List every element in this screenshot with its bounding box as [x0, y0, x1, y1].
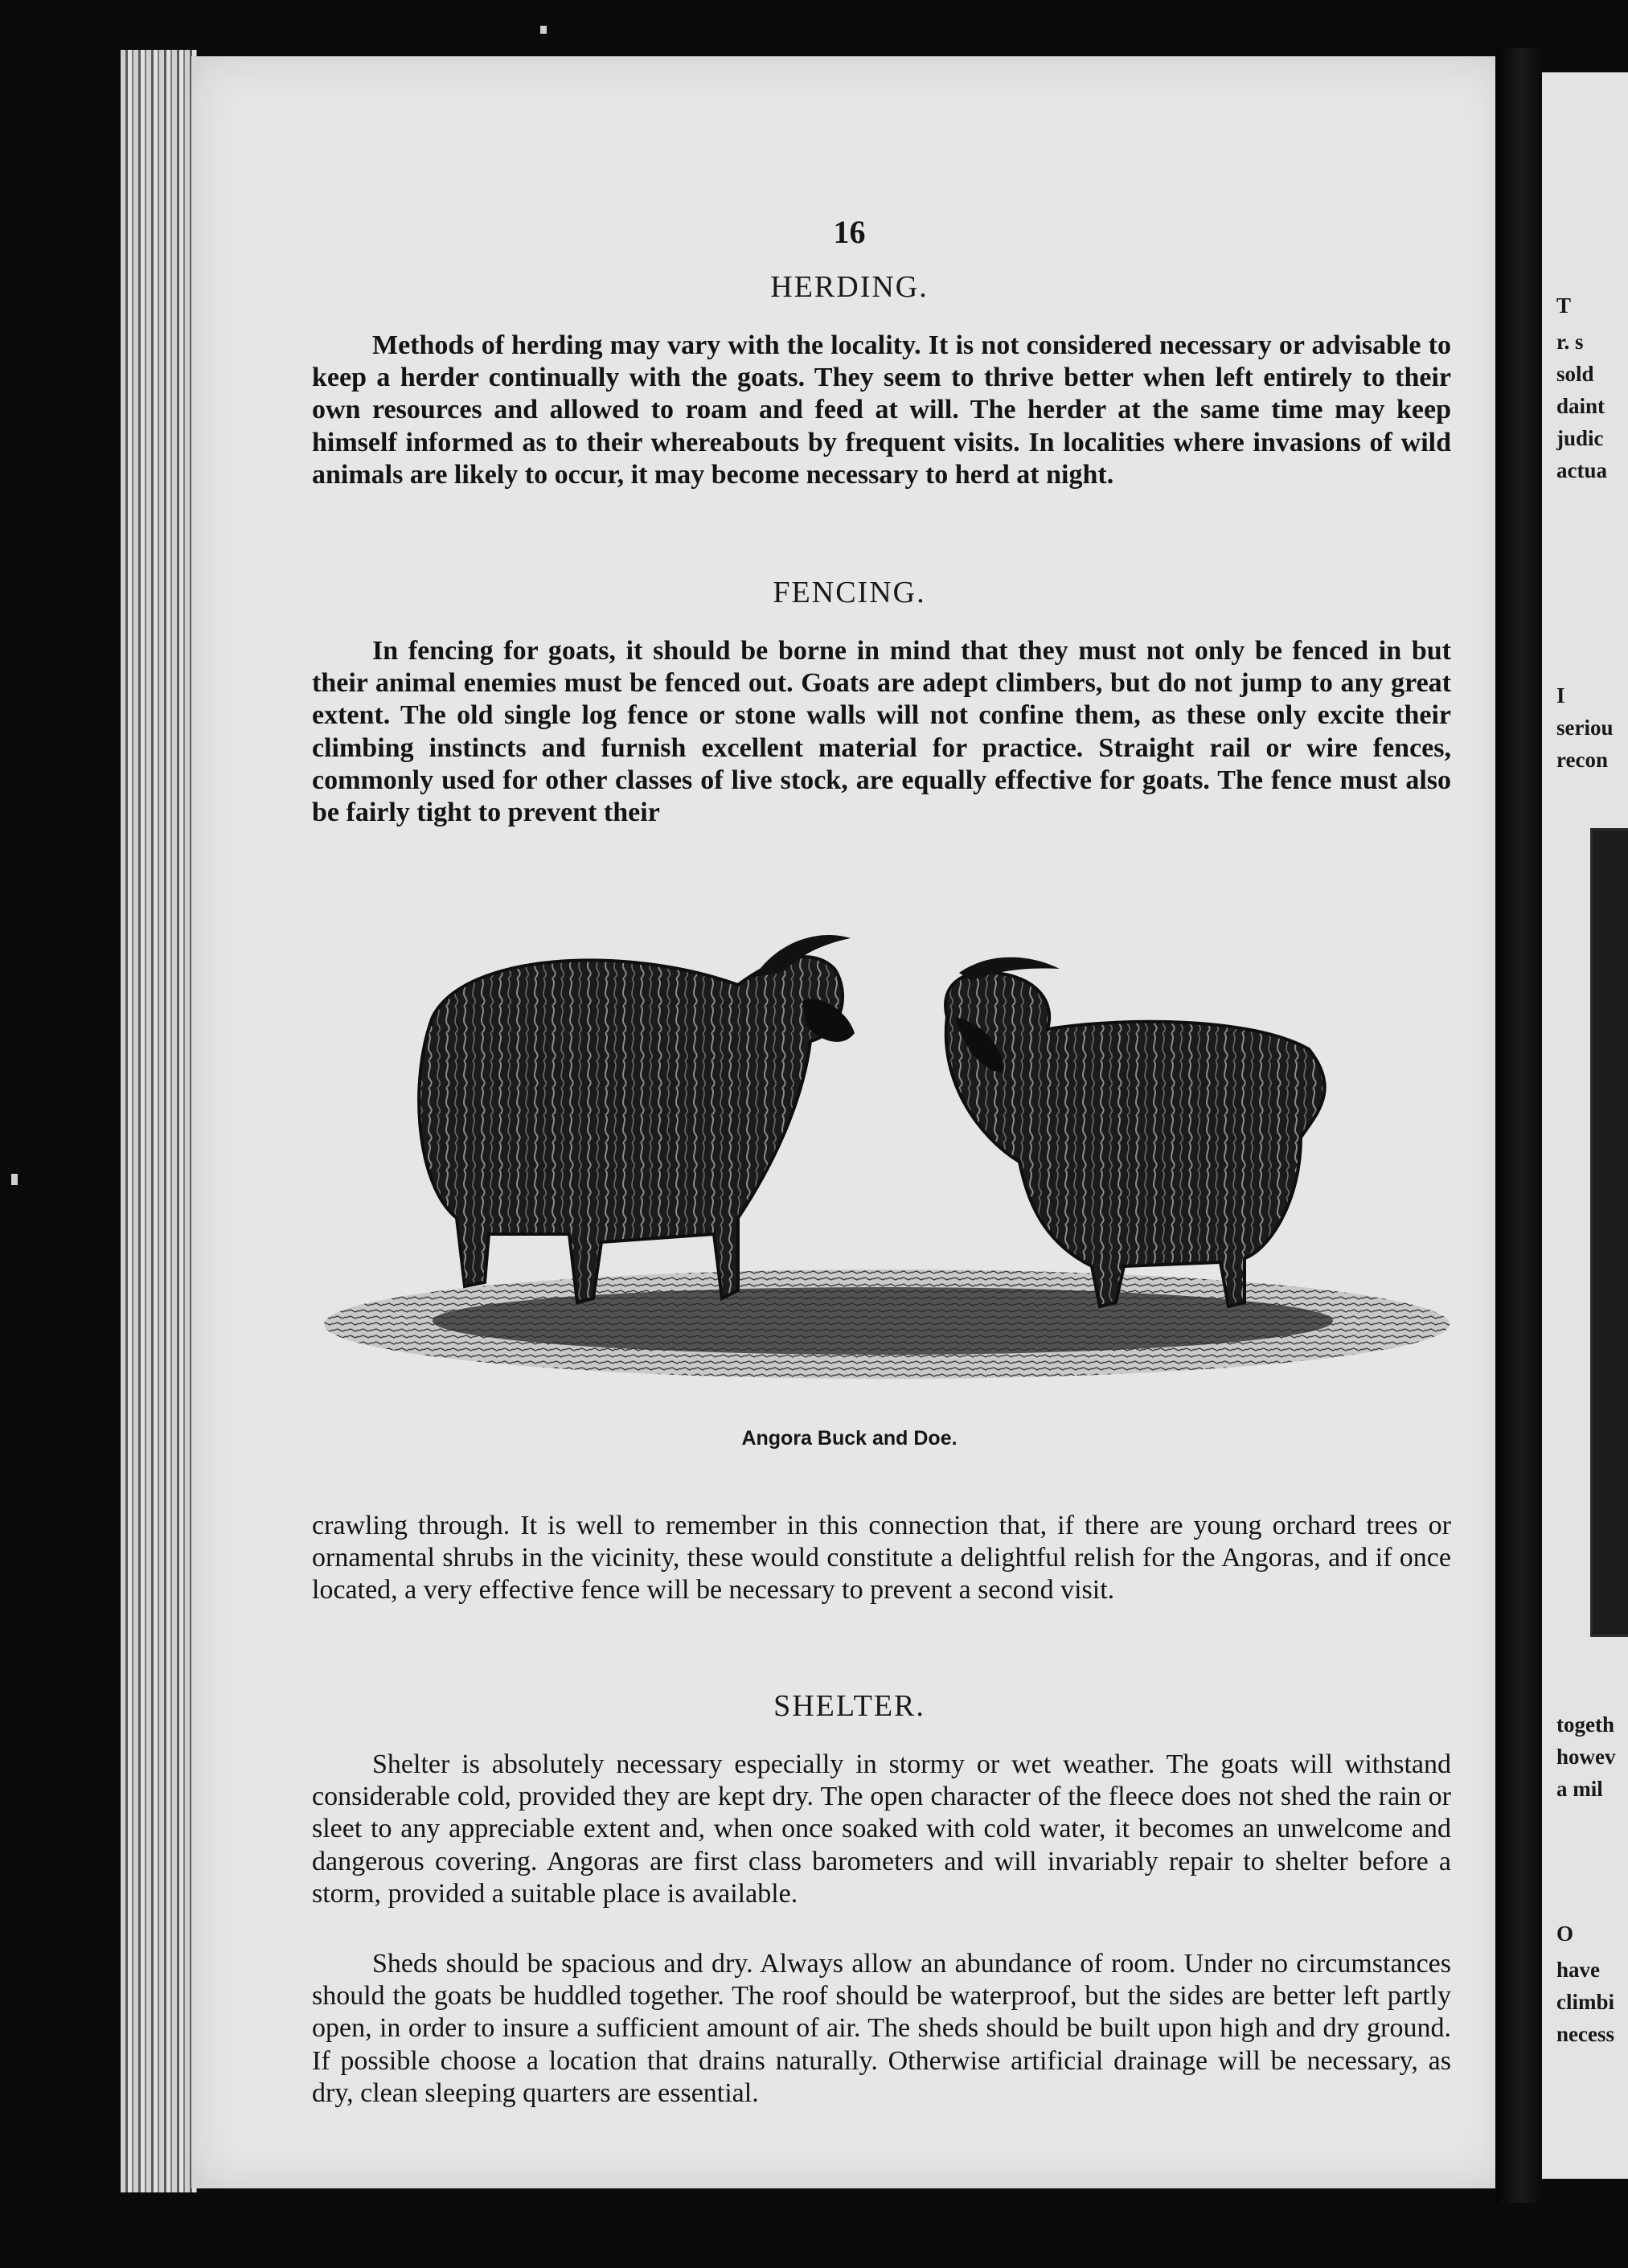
next-page-line: recon — [1556, 748, 1608, 772]
next-page-line: a mil — [1556, 1777, 1603, 1801]
next-page-line: T — [1556, 293, 1572, 318]
next-page-line: togeth — [1556, 1712, 1614, 1737]
scan-speck — [540, 26, 547, 34]
shelter-heading: SHELTER. — [773, 1689, 925, 1723]
next-page-line: r. s — [1556, 330, 1584, 354]
next-page-line: climbi — [1556, 1990, 1614, 2014]
shelter-paragraph-1: Shelter is absolutely necessary especially in stormy or wet weather. The goats will withstand considerable cold, provided they are kept dry. The open character of the fleece does not shed the rain or sleet to any appreciable extent and, when once soaked with cold water, it becomes an unwelcome and dangerous covering. Angoras are first class barometers and will invariably repair to shelter before a storm, provided a suitable place is available. — [312, 1749, 1451, 1909]
angora-goats-illustration — [320, 896, 1462, 1395]
buck-goat — [419, 935, 855, 1302]
book-page — [191, 56, 1507, 2188]
next-page-line: have — [1556, 1958, 1600, 1982]
fencing-continuation-paragraph: crawling through. It is well to remember in this connection that, if there are young orchard trees or ornamental shrubs in the vicinity, these would constitute a delightful relish for the Angoras, and if once located, a very effective fence will be necessary to prevent a second visit. — [312, 1511, 1451, 1606]
next-page-line: daint — [1556, 394, 1605, 418]
next-page-line: judic — [1556, 426, 1604, 450]
herding-paragraph: Methods of herding may vary with the locality. It is not considered necessary or advisable to keep a herder continually with the goats. They seem to thrive better when left entirely to their own resources and allowed to roam and feed at will. The herder at the same time may keep himself informed as to their whereabouts by frequent visits. In localities where invasions of wild animals are likely to occur, it may become necessary to herd at night. — [312, 330, 1451, 490]
next-page-line: howev — [1556, 1745, 1616, 1769]
next-page-line: actua — [1556, 458, 1607, 482]
adjacent-page-fragment — [1542, 72, 1628, 2179]
book-page-edges — [121, 50, 197, 2192]
shelter-paragraph-2: Sheds should be spacious and dry. Always allow an abundance of room. Under no circumstances should the goats be huddled together. The roof should be waterproof, but the sides are better left partly open, in order to insure a sufficient amount of air. The sheds should be built upon high and dry ground. If possible choose a location that drains naturally. Otherwise artificial drainage will be necessary, as dry, clean sleeping quarters are essential. — [312, 1949, 1451, 2108]
adjacent-page-photo — [1590, 828, 1628, 1637]
fencing-heading: FENCING. — [773, 576, 926, 609]
next-page-line: I — [1556, 683, 1565, 707]
page-number: 16 — [833, 214, 866, 250]
scan-speck — [11, 1174, 18, 1185]
next-page-line: sold — [1556, 362, 1594, 386]
figure-caption: Angora Buck and Doe. — [741, 1427, 958, 1450]
next-page-line: seriou — [1556, 716, 1614, 740]
book-gutter — [1495, 48, 1540, 2203]
fencing-paragraph: In fencing for goats, it should be borne in mind that they must not only be fenced in but their animal enemies must be fenced out. Goats are adept climbers, but do not jump to any great extent. The old single log fence or stone walls will not confine them, as these only excite their climbing instincts and furnish excellent material for practice. Straight rail or wire fences, commonly used for other classes of live stock, are equally effective for goats. The fence must also be fairly tight to prevent their — [312, 636, 1451, 828]
doe-goat — [945, 958, 1325, 1306]
herding-heading: HERDING. — [770, 270, 929, 304]
next-page-line: O — [1556, 1921, 1574, 1946]
next-page-line: necess — [1556, 2022, 1614, 2046]
